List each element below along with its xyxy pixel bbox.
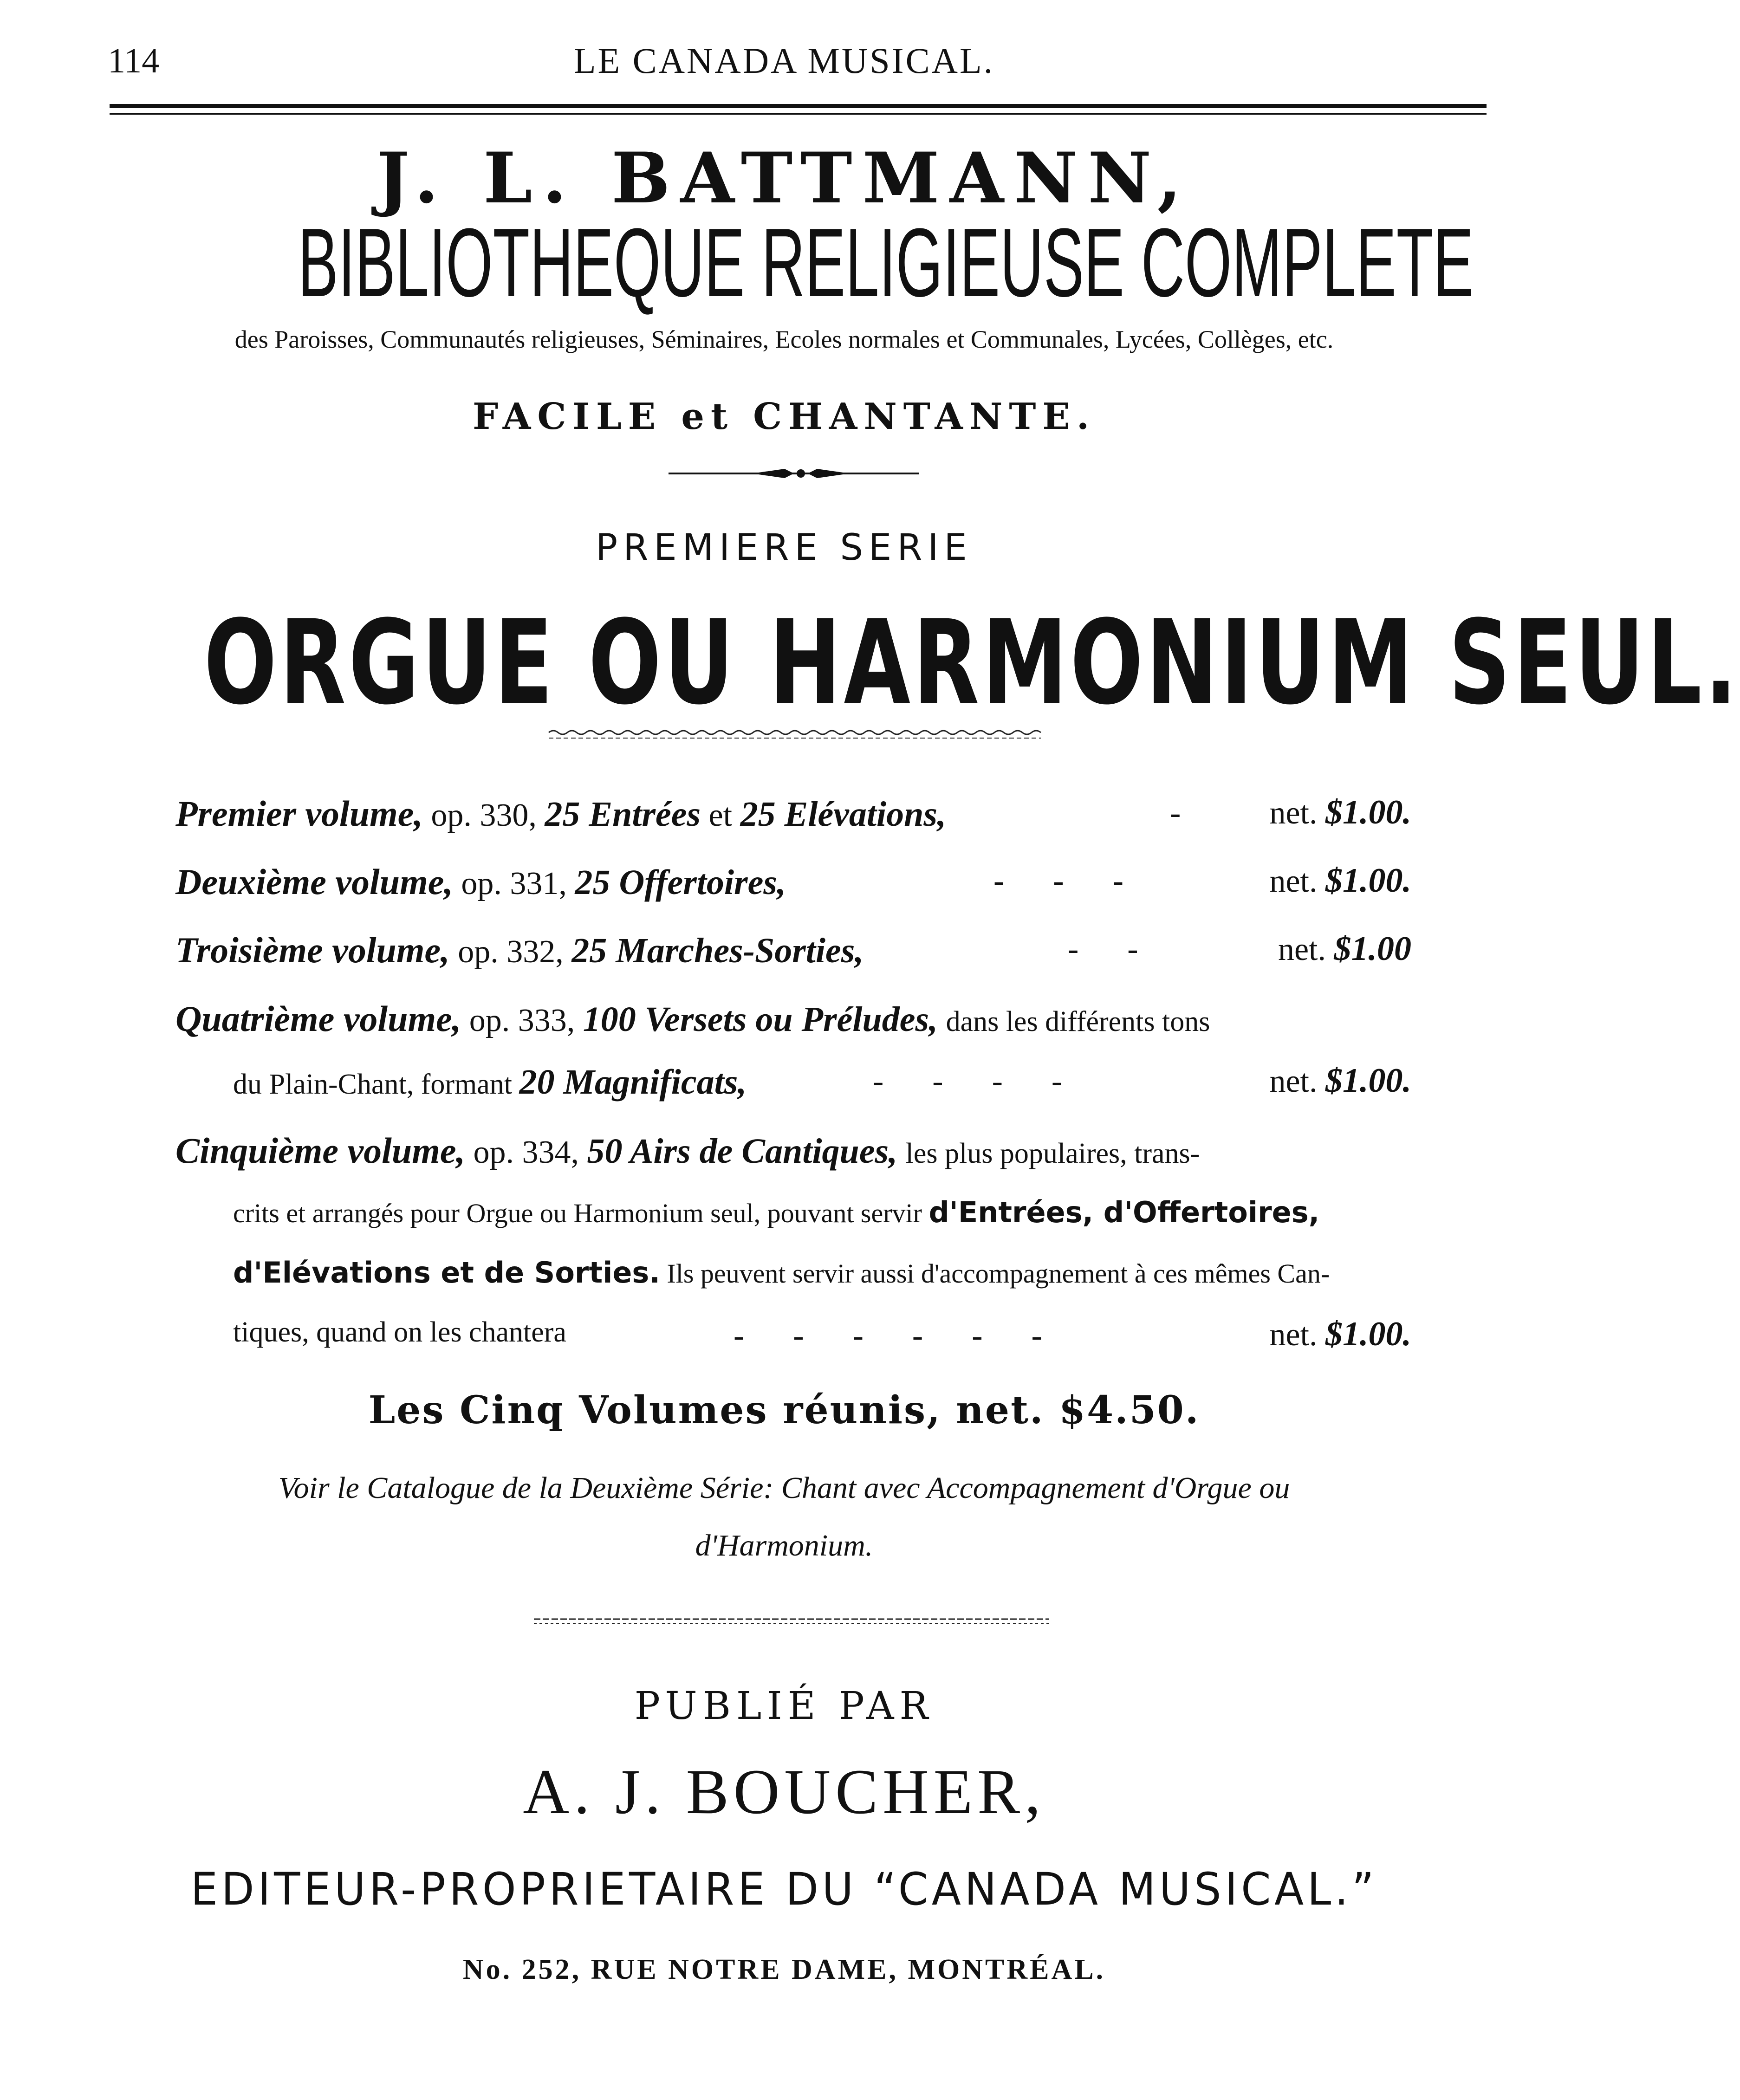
running-head: LE CANADA MUSICAL. (573, 40, 995, 81)
catalogue-note-line-1: Voir le Catalogue de la Deuxième Série: Chant avec Accompagnement d'Orgue ou (278, 1471, 1290, 1505)
volume-5-contents: 50 Airs de Cantiques, (587, 1132, 898, 1171)
volume-5-line-3 (233, 1256, 1330, 1290)
volume-2-net: net. (1269, 863, 1318, 899)
wavy-divider (549, 728, 1041, 742)
volume-1-contents-1: 25 Entrées (545, 795, 701, 834)
volume-1-line (175, 793, 946, 835)
total-price-line: Les Cinq Volumes réunis, net. $4.50. (368, 1388, 1200, 1432)
volume-3-price: $1.00 (1334, 930, 1411, 968)
volume-5-opus: op. 334, (473, 1134, 579, 1170)
volume-5-price: $1.00. (1325, 1315, 1411, 1353)
volume-5-rest: les plus populaires, trans- (905, 1138, 1200, 1169)
volume-2-dashes: - - - (993, 863, 1123, 899)
volume-3-line (175, 929, 864, 971)
volume-4-line2-text: du Plain-Chant, formant (233, 1069, 512, 1100)
volume-4-name: Quatrième volume, (175, 998, 461, 1039)
volume-5-line-2 (233, 1195, 1319, 1229)
subtitle: FACILE et CHANTANTE. (473, 395, 1096, 438)
main-title: BIBLIOTHEQUE RELIGIEUSE COMPLETE (298, 208, 1474, 317)
volume-5-line3-bold: d'Elévations et de Sorties. (233, 1256, 660, 1290)
series-label: PREMIERE SERIE (596, 527, 973, 569)
volume-3-dashes: - - (1068, 931, 1138, 967)
page-number: 114 (108, 41, 160, 80)
ornament-divider (669, 464, 919, 483)
volume-5-name: Cinquième volume, (175, 1130, 465, 1171)
volume-4-opus: op. 333, (469, 1003, 575, 1038)
series-title: ORGUE OU HARMONIUM SEUL. (204, 595, 1740, 730)
volume-1-price-line (1253, 793, 1411, 832)
volume-3-net: net. (1278, 932, 1326, 967)
volume-4-net: net. (1269, 1063, 1318, 1099)
volume-5-dashes: - - - - - - (734, 1318, 1042, 1354)
volume-1-net: net. (1269, 795, 1318, 831)
volume-3-name: Troisième volume, (175, 930, 450, 970)
volume-4-line-1 (175, 998, 1210, 1040)
volume-2-price: $1.00. (1325, 862, 1411, 900)
published-by-label: PUBLIÉ PAR (634, 1684, 934, 1728)
volume-1-opus: op. 330, (431, 797, 537, 833)
volume-5-net: net. (1269, 1317, 1318, 1353)
publisher-title: EDITEUR-PROPRIETAIRE DU “CANADA MUSICAL.” (190, 1863, 1378, 1915)
header-rule-thick (110, 104, 1487, 108)
publisher-address: No. 252, RUE NOTRE DAME, MONTRÉAL. (462, 1954, 1106, 1985)
volume-1-name: Premier volume, (175, 793, 423, 834)
author-heading: J. L. BATTMANN, (377, 137, 1192, 219)
publisher-name: A. J. BOUCHER, (523, 1756, 1045, 1827)
volume-3-opus: op. 332, (458, 934, 564, 970)
volume-4-line-2 (233, 1062, 747, 1102)
header-rule-thin (110, 113, 1487, 115)
volume-2-contents: 25 Offertoires, (575, 863, 786, 902)
volume-4-line2-bold: 20 Magnificats, (519, 1063, 747, 1102)
volume-2-line (175, 861, 786, 903)
volume-4-contents: 100 Versets ou Préludes, (583, 1000, 938, 1039)
volume-2-price-line (1207, 861, 1411, 901)
volume-2-name: Deuxième volume, (175, 862, 453, 902)
volume-5-line3-text: Ils peuvent servir aussi d'accompagnement à ces mêmes Can- (667, 1258, 1330, 1289)
volume-1-dashes: - (1170, 795, 1181, 831)
volume-1-contents-2: 25 Elévations, (740, 795, 946, 834)
volume-5-line2-bold: d'Entrées, d'Offertoires, (928, 1195, 1320, 1229)
volume-3-contents: 25 Marches-Sorties, (571, 931, 864, 970)
volume-4-price-line (1207, 1061, 1411, 1101)
volume-3-price-line (1226, 929, 1411, 969)
audience-line: des Paroisses, Communautés religieuses, Séminaires, Ecoles normales et Communales, Lycées, Collèges, etc. (234, 325, 1334, 353)
volume-1-price: $1.00. (1325, 793, 1411, 831)
wavy-divider-2 (534, 1614, 1049, 1628)
volume-5-line-4 (233, 1316, 566, 1349)
volume-5-line4-text: tiques, quand on les chantera (233, 1316, 566, 1348)
volume-5-line-1 (175, 1130, 1200, 1172)
volume-4-dashes: - - - - (873, 1063, 1063, 1099)
volume-2-opus: op. 331, (461, 866, 567, 901)
catalogue-note-line-2: d'Harmonium. (695, 1529, 873, 1562)
volume-1-joiner: et (708, 797, 733, 833)
volume-5-price-line (1207, 1315, 1411, 1354)
volume-5-line2-text: crits et arrangés pour Orgue ou Harmonium seul, pouvant servir (233, 1198, 922, 1228)
volume-4-price: $1.00. (1325, 1062, 1411, 1100)
volume-4-rest: dans les différents tons (946, 1006, 1210, 1037)
